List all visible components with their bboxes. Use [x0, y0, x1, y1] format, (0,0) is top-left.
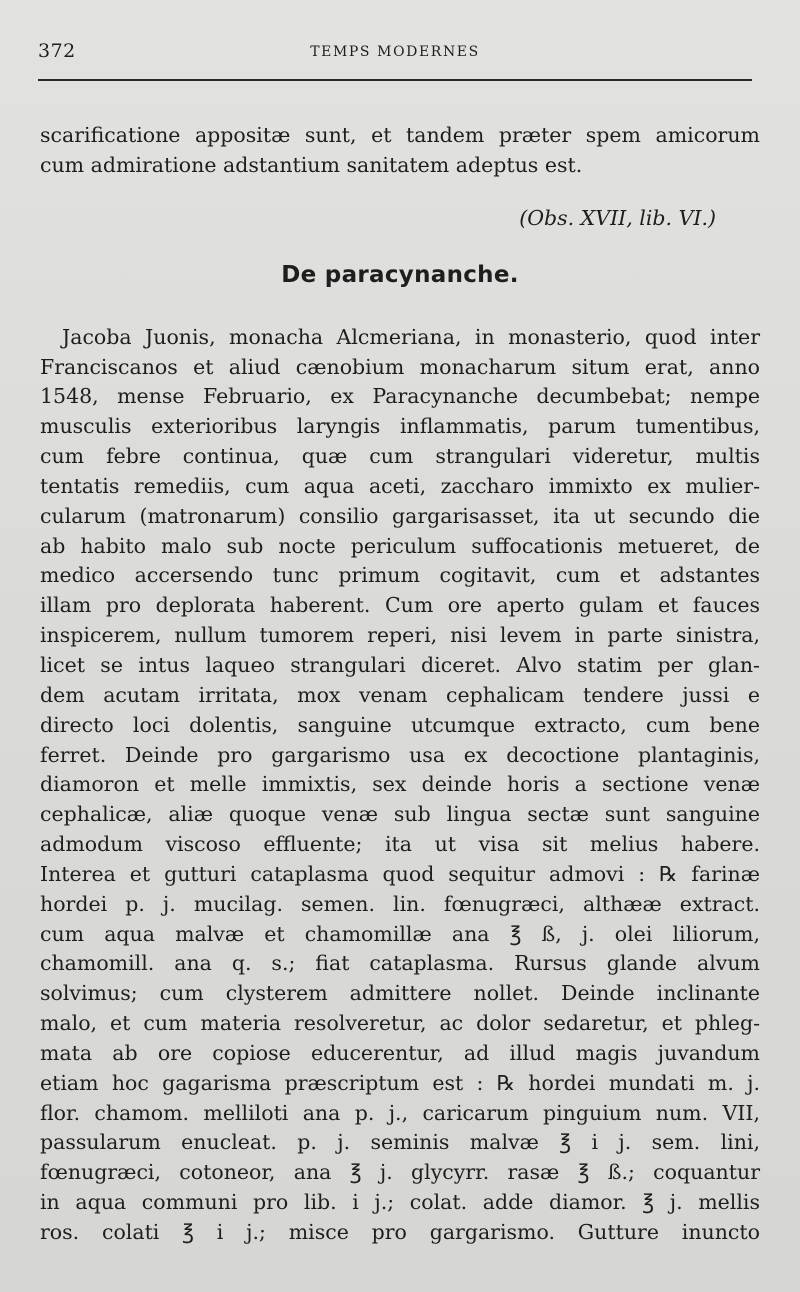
- text-line: licet se intus laqueo strangulari diceret. Alvo statim per glan-: [40, 652, 760, 677]
- text-line: inspicerem, nullum tumorem reperi, nisi levem in parte sinistra,: [40, 623, 760, 648]
- text-line: hordei p. j. mucilag. semen. lin. fœnugræci, althææ extract.: [40, 891, 760, 916]
- text-line: cum febre continua, quæ cum strangulari videretur, multis: [40, 444, 760, 469]
- text-line: dem acutam irritata, mox venam cephalicam tendere jussi e: [40, 682, 760, 707]
- citation: (Obs. XVII, lib. VI.): [519, 205, 716, 230]
- text-line: ab habito malo sub nocte periculum suffocationis metueret, de: [40, 533, 760, 558]
- text-line: diamoron et melle immixtis, sex deinde horis a sectione venæ: [40, 772, 760, 797]
- page-header: [38, 36, 752, 66]
- text-line: Interea et gutturi cataplasma quod sequitur admovi : ℞ farinæ: [40, 861, 760, 886]
- text-line: Franciscanos et aliud cænobium monacharum situm erat, anno: [40, 354, 760, 379]
- text-line: passularum enucleat. p. j. seminis malvæ ℥ i j. sem. lini,: [40, 1130, 760, 1155]
- text-line: admodum viscoso effluente; ita ut visa sit melius habere.: [40, 832, 760, 857]
- text-line: etiam hoc gagarisma præscriptum est : ℞ hordei mundati m. j.: [40, 1070, 760, 1095]
- text-line: mata ab ore copiose educerentur, ad illud magis juvandum: [40, 1040, 760, 1065]
- text-line: medico accersendo tunc primum cogitavit, cum et adstantes: [40, 563, 760, 588]
- main-paragraph: [40, 323, 760, 1248]
- text-line: illam pro deplorata haberent. Cum ore aperto gulam et fauces: [40, 593, 760, 618]
- text-line: musculis exterioribus laryngis inflammatis, parum tumentibus,: [40, 414, 760, 439]
- opening-text: [40, 121, 760, 181]
- text-line: cephalicæ, aliæ quoque venæ sub lingua sectæ sunt sanguine: [40, 802, 760, 827]
- text-line: in aqua communi pro lib. i j.; colat. adde diamor. ℥ j. mellis: [40, 1190, 760, 1215]
- header-rule: [38, 79, 752, 81]
- section-heading: De paracynanche.: [281, 261, 519, 288]
- text-line: directo loci dolentis, sanguine utcumque extracto, cum bene: [40, 712, 760, 737]
- text-line: Jacoba Juonis, monacha Alcmeriana, in monasterio, quod inter: [62, 324, 760, 349]
- text-line: chamomill. ana q. s.; fiat cataplasma. Rursus glande alvum: [40, 951, 760, 976]
- text-line: cum admiratione adstantium sanitatem adeptus est.: [40, 152, 583, 177]
- text-line: flor. chamom. melliloti ana p. j., caricarum pinguium num. VII,: [40, 1100, 760, 1125]
- text-line: tentatis remediis, cum aqua aceti, zaccharo immixto ex mulier-: [40, 473, 760, 498]
- text-line: solvimus; cum clysterem admittere nollet. Deinde inclinante: [40, 981, 760, 1006]
- text-line: cum aqua malvæ et chamomillæ ana ℥ ß, j. olei liliorum,: [40, 921, 760, 946]
- page-number: 372: [38, 40, 76, 62]
- page-body: [40, 121, 760, 1248]
- text-line: ros. colati ℥ i j.; misce pro gargarismo. Gutture inuncto: [40, 1220, 760, 1244]
- text-line: malo, et cum materia resolveretur, ac dolor sedaretur, et phleg-: [40, 1011, 760, 1036]
- text-line: cularum (matronarum) consilio gargarisasset, ita ut secundo die: [40, 503, 760, 528]
- text-line: scarificatione appositæ sunt, et tandem præter spem amicorum: [40, 123, 760, 147]
- running-head: TEMPS MODERNES: [310, 44, 480, 60]
- text-line: 1548, mense Februario, ex Paracynanche decumbebat; nempe: [40, 384, 760, 409]
- text-line: ferret. Deinde pro gargarismo usa ex decoctione plantaginis,: [40, 742, 760, 767]
- text-line: fœnugræci, cotoneor, ana ℥ j. glycyrr. rasæ ℥ ß.; coquantur: [40, 1160, 760, 1185]
